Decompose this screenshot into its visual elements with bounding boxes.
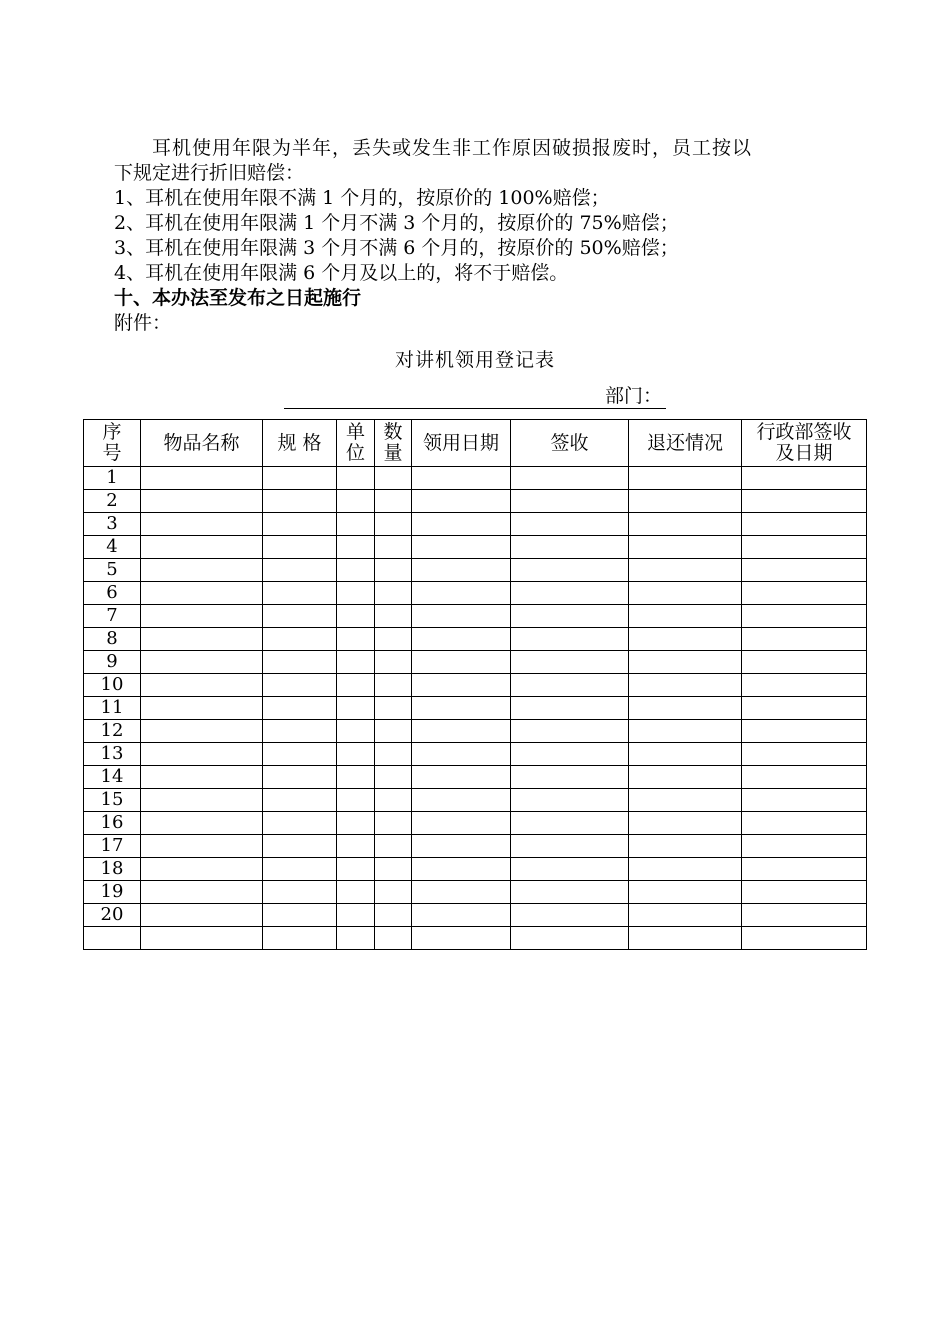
quantity-cell[interactable] [375,858,412,881]
receive-date-cell[interactable] [412,467,511,490]
header-return-status: 退还情况 [629,420,742,467]
return-status-cell[interactable] [629,582,742,605]
table-header-row [84,420,867,467]
unit-cell[interactable] [337,605,375,628]
form-title: 对讲机领用登记表 [394,349,555,371]
unit-cell[interactable] [337,582,375,605]
header-text: 单 [345,421,365,443]
return-status-cell[interactable] [629,697,742,720]
item-name-cell[interactable] [141,582,263,605]
spec-cell[interactable] [263,697,337,720]
rule-item-1: 1、耳机在使用年限不满 1 个月的，按原价的 100%赔偿； [114,187,610,209]
admin-sign-cell[interactable] [742,674,867,697]
table-row [84,789,867,812]
quantity-cell[interactable] [375,789,412,812]
rule-item-3: 3、耳机在使用年限满 3 个月不满 6 个月的，按原价的 50%赔偿； [114,237,679,259]
item-name-cell[interactable] [141,628,263,651]
unit-cell[interactable] [337,536,375,559]
row-number: 20 [84,904,141,927]
quantity-cell[interactable] [375,766,412,789]
row-number: 16 [84,812,141,835]
signature-cell[interactable] [511,513,629,536]
item-name-cell[interactable] [141,858,263,881]
spec-cell[interactable] [263,651,337,674]
table-row [84,743,867,766]
item-name-cell[interactable] [141,927,263,950]
return-status-cell[interactable] [629,467,742,490]
quantity-cell[interactable] [375,490,412,513]
row-number: 18 [84,858,141,881]
signature-cell[interactable] [511,651,629,674]
header-quantity [375,420,412,467]
row-number: 1 [84,467,141,490]
receive-date-cell[interactable] [412,628,511,651]
quantity-cell[interactable] [375,697,412,720]
table-row [84,628,867,651]
table-row [84,904,867,927]
table-row [84,697,867,720]
unit-cell[interactable] [337,858,375,881]
spec-cell[interactable] [263,789,337,812]
return-status-cell[interactable] [629,904,742,927]
item-name-cell[interactable] [141,513,263,536]
return-status-cell[interactable] [629,720,742,743]
table-row [84,674,867,697]
receive-date-cell[interactable] [412,743,511,766]
quantity-cell[interactable] [375,812,412,835]
spec-cell[interactable] [263,605,337,628]
receive-date-cell[interactable] [412,812,511,835]
admin-sign-cell[interactable] [742,605,867,628]
receive-date-cell[interactable] [412,536,511,559]
return-status-cell[interactable] [629,651,742,674]
signature-cell[interactable] [511,927,629,950]
signature-cell[interactable] [511,904,629,927]
row-number: 14 [84,766,141,789]
header-text: 及日期 [775,442,833,464]
spec-cell[interactable] [263,490,337,513]
item-name-cell[interactable] [141,651,263,674]
unit-cell[interactable] [337,927,375,950]
table-row [84,559,867,582]
department-field [284,384,666,409]
quantity-cell[interactable] [375,674,412,697]
admin-sign-cell[interactable] [742,812,867,835]
table-row [84,513,867,536]
spec-cell[interactable] [263,720,337,743]
unit-cell[interactable] [337,628,375,651]
spec-cell[interactable] [263,628,337,651]
row-number: 8 [84,628,141,651]
return-status-cell[interactable] [629,858,742,881]
item-name-cell[interactable] [141,835,263,858]
admin-sign-cell[interactable] [742,467,867,490]
return-status-cell[interactable] [629,513,742,536]
signature-cell[interactable] [511,467,629,490]
admin-sign-cell[interactable] [742,927,867,950]
admin-sign-cell[interactable] [742,651,867,674]
receive-date-cell[interactable] [412,582,511,605]
item-name-cell[interactable] [141,720,263,743]
spec-cell[interactable] [263,674,337,697]
admin-sign-cell[interactable] [742,513,867,536]
item-name-cell[interactable] [141,904,263,927]
signature-cell[interactable] [511,605,629,628]
signature-cell[interactable] [511,858,629,881]
item-name-cell[interactable] [141,812,263,835]
policy-text [114,136,844,336]
quantity-cell[interactable] [375,904,412,927]
unit-cell[interactable] [337,904,375,927]
signature-cell[interactable] [511,559,629,582]
quantity-cell[interactable] [375,536,412,559]
unit-cell[interactable] [337,835,375,858]
quantity-cell[interactable] [375,881,412,904]
row-number [84,927,141,950]
row-number: 7 [84,605,141,628]
spec-cell[interactable] [263,881,337,904]
spec-cell[interactable] [263,835,337,858]
row-number: 5 [84,559,141,582]
header-admin-sign [742,420,867,467]
department-label: 部门： [604,385,662,407]
admin-sign-cell[interactable] [742,628,867,651]
return-status-cell[interactable] [629,605,742,628]
receive-date-cell[interactable] [412,513,511,536]
quantity-cell[interactable] [375,927,412,950]
table-row [84,651,867,674]
signature-cell[interactable] [511,536,629,559]
quantity-cell[interactable] [375,513,412,536]
spec-cell[interactable] [263,582,337,605]
table-row [84,605,867,628]
spec-cell[interactable] [263,858,337,881]
return-status-cell[interactable] [629,881,742,904]
unit-cell[interactable] [337,743,375,766]
receive-date-cell[interactable] [412,720,511,743]
return-status-cell[interactable] [629,743,742,766]
unit-cell[interactable] [337,812,375,835]
unit-cell[interactable] [337,766,375,789]
row-number: 13 [84,743,141,766]
row-number: 4 [84,536,141,559]
spec-cell[interactable] [263,743,337,766]
return-status-cell[interactable] [629,835,742,858]
receive-date-cell[interactable] [412,789,511,812]
spec-cell[interactable] [263,904,337,927]
return-status-cell[interactable] [629,789,742,812]
spec-cell[interactable] [263,766,337,789]
paragraph-line: 下规定进行折旧赔偿： [114,162,305,184]
header-spec: 规 格 [263,420,337,467]
receive-date-cell[interactable] [412,651,511,674]
receive-date-cell[interactable] [412,559,511,582]
receive-date-cell[interactable] [412,927,511,950]
row-number: 3 [84,513,141,536]
admin-sign-cell[interactable] [742,881,867,904]
return-status-cell[interactable] [629,536,742,559]
row-number: 19 [84,881,141,904]
receive-date-cell[interactable] [412,881,511,904]
receive-date-cell[interactable] [412,697,511,720]
admin-sign-cell[interactable] [742,582,867,605]
table-row [84,536,867,559]
table-body [84,467,867,950]
unit-cell[interactable] [337,513,375,536]
table-row [84,812,867,835]
return-status-cell[interactable] [629,559,742,582]
quantity-cell[interactable] [375,582,412,605]
table-row [84,858,867,881]
header-text: 行政部签收 [756,421,852,443]
unit-cell[interactable] [337,881,375,904]
row-number: 15 [84,789,141,812]
item-name-cell[interactable] [141,559,263,582]
signature-cell[interactable] [511,628,629,651]
row-number: 12 [84,720,141,743]
unit-cell[interactable] [337,789,375,812]
receive-date-cell[interactable] [412,605,511,628]
table-row [84,720,867,743]
row-number: 11 [84,697,141,720]
admin-sign-cell[interactable] [742,536,867,559]
quantity-cell[interactable] [375,835,412,858]
attachment-label: 附件： [114,312,172,334]
header-seq [84,420,141,467]
receive-date-cell[interactable] [412,835,511,858]
return-status-cell[interactable] [629,628,742,651]
signature-cell[interactable] [511,881,629,904]
return-status-cell[interactable] [629,812,742,835]
unit-cell[interactable] [337,651,375,674]
admin-sign-cell[interactable] [742,904,867,927]
item-name-cell[interactable] [141,490,263,513]
return-status-cell[interactable] [629,674,742,697]
receive-date-cell[interactable] [412,858,511,881]
header-item-name: 物品名称 [141,420,263,467]
table-row [84,490,867,513]
unit-cell[interactable] [337,490,375,513]
signature-cell[interactable] [511,490,629,513]
table-row [84,467,867,490]
quantity-cell[interactable] [375,559,412,582]
spec-cell[interactable] [263,812,337,835]
spec-cell[interactable] [263,536,337,559]
header-unit [337,420,375,467]
spec-cell[interactable] [263,927,337,950]
table-row [84,582,867,605]
header-signature: 签收 [511,420,629,467]
table-row [84,927,867,950]
item-name-cell[interactable] [141,743,263,766]
row-number: 2 [84,490,141,513]
quantity-cell[interactable] [375,605,412,628]
unit-cell[interactable] [337,559,375,582]
return-status-cell[interactable] [629,766,742,789]
admin-sign-cell[interactable] [742,858,867,881]
quantity-cell[interactable] [375,467,412,490]
signature-cell[interactable] [511,835,629,858]
admin-sign-cell[interactable] [742,766,867,789]
admin-sign-cell[interactable] [742,697,867,720]
table-row [84,766,867,789]
row-number: 9 [84,651,141,674]
row-number: 10 [84,674,141,697]
spec-cell[interactable] [263,513,337,536]
return-status-cell[interactable] [629,927,742,950]
item-name-cell[interactable] [141,605,263,628]
item-name-cell[interactable] [141,766,263,789]
signature-cell[interactable] [511,766,629,789]
header-text: 号 [102,442,122,464]
signature-cell[interactable] [511,674,629,697]
row-number: 17 [84,835,141,858]
header-text: 量 [383,442,403,464]
return-status-cell[interactable] [629,490,742,513]
signature-cell[interactable] [511,743,629,766]
paragraph-line: 耳机使用年限为半年，丢失或发生非工作原因破损报废时，员工按以 [152,137,753,159]
signature-cell[interactable] [511,789,629,812]
quantity-cell[interactable] [375,720,412,743]
table-row [84,881,867,904]
receive-date-cell[interactable] [412,674,511,697]
quantity-cell[interactable] [375,743,412,766]
receive-date-cell[interactable] [412,490,511,513]
item-name-cell[interactable] [141,881,263,904]
item-name-cell[interactable] [141,674,263,697]
admin-sign-cell[interactable] [742,743,867,766]
signature-cell[interactable] [511,582,629,605]
signature-cell[interactable] [511,720,629,743]
table-row [84,835,867,858]
item-name-cell[interactable] [141,467,263,490]
section-heading: 十、本办法至发布之日起施行 [114,287,362,309]
admin-sign-cell[interactable] [742,720,867,743]
row-number: 6 [84,582,141,605]
header-text: 序 [102,421,122,443]
spec-cell[interactable] [263,467,337,490]
header-text: 位 [345,442,365,464]
signature-cell[interactable] [511,697,629,720]
unit-cell[interactable] [337,697,375,720]
header-receive-date: 领用日期 [412,420,511,467]
item-name-cell[interactable] [141,789,263,812]
header-text: 数 [383,421,403,443]
rule-item-2: 2、耳机在使用年限满 1 个月不满 3 个月的，按原价的 75%赔偿； [114,212,679,234]
quantity-cell[interactable] [375,651,412,674]
unit-cell[interactable] [337,720,375,743]
unit-cell[interactable] [337,674,375,697]
rule-item-4: 4、耳机在使用年限满 6 个月及以上的，将不于赔偿。 [114,262,569,284]
admin-sign-cell[interactable] [742,789,867,812]
quantity-cell[interactable] [375,628,412,651]
unit-cell[interactable] [337,467,375,490]
spec-cell[interactable] [263,559,337,582]
registration-table [83,419,867,950]
item-name-cell[interactable] [141,536,263,559]
item-name-cell[interactable] [141,697,263,720]
signature-cell[interactable] [511,812,629,835]
admin-sign-cell[interactable] [742,835,867,858]
admin-sign-cell[interactable] [742,559,867,582]
receive-date-cell[interactable] [412,904,511,927]
admin-sign-cell[interactable] [742,490,867,513]
receive-date-cell[interactable] [412,766,511,789]
